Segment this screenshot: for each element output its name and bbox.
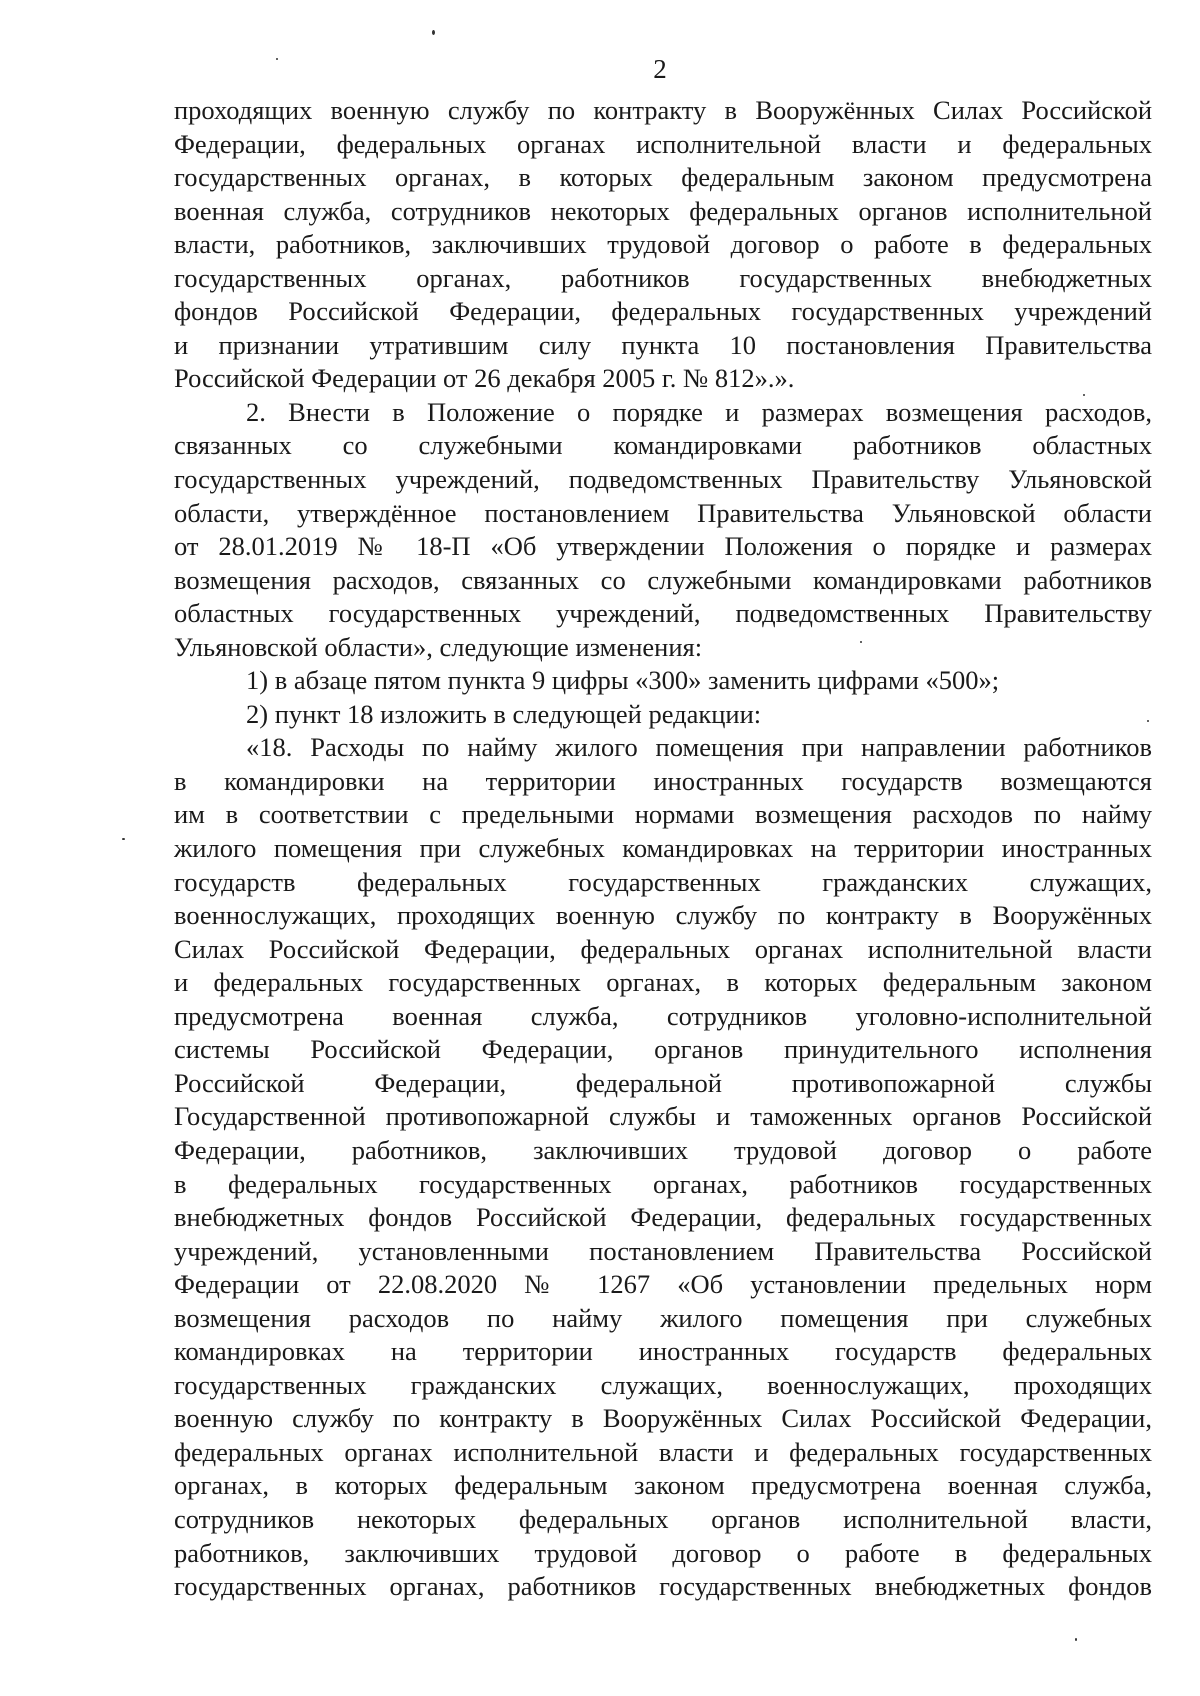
text-line: фондов Российской Федерации, федеральных государственных учреждений bbox=[174, 296, 1152, 327]
text-line: возмещения расходов, связанных со служебными командировками работников bbox=[174, 564, 1152, 595]
text-line: связанных со служебными командировками работников областных bbox=[174, 430, 1152, 461]
text-line: военную службу по контракту в Вооружённых Силах Российской Федерации, bbox=[174, 1403, 1152, 1434]
text-line: органах, в которых федеральным законом предусмотрена военная служба, bbox=[174, 1470, 1152, 1501]
text-line: внебюджетных фондов Российской Федерации, федеральных государственных bbox=[174, 1202, 1152, 1233]
text-line: Федерации, федеральных органах исполнительной власти и федеральных bbox=[174, 128, 1152, 159]
text-line: в командировки на территории иностранных государств возмещаются bbox=[174, 765, 1152, 796]
text-line: жилого помещения при служебных командировках на территории иностранных bbox=[174, 833, 1152, 864]
text-line: федеральных органах исполнительной власти и федеральных государственных bbox=[174, 1436, 1152, 1467]
text-line: и федеральных государственных органах, в которых федеральным законом bbox=[174, 967, 1152, 998]
text-line: работников, заключивших трудовой договор о работе в федеральных bbox=[174, 1537, 1152, 1568]
text-line: Федерации от 22.08.2020 № 1267 «Об установлении предельных норм bbox=[174, 1269, 1152, 1300]
text-line: системы Российской Федерации, органов принудительного исполнения bbox=[174, 1034, 1152, 1065]
text-line: Российской Федерации, федеральной противопожарной службы bbox=[174, 1067, 1152, 1098]
scan-speck bbox=[1147, 720, 1149, 722]
text-line: военная служба, сотрудников некоторых федеральных органов исполнительной bbox=[174, 195, 1152, 226]
page-number: 2 bbox=[653, 54, 667, 84]
scan-speck bbox=[1075, 1638, 1077, 1641]
text-line: 2) пункт 18 изложить в следующей редакции: bbox=[246, 698, 762, 729]
text-line: государственных учреждений, подведомственных Правительству Ульяновской bbox=[174, 464, 1152, 495]
text-line: возмещения расходов по найму жилого помещения при служебных bbox=[174, 1302, 1152, 1333]
text-line: военнослужащих, проходящих военную службу по контракту в Вооружённых bbox=[174, 900, 1152, 931]
document-body bbox=[174, 94, 1152, 1604]
text-line: Ульяновской области», следующие изменения: bbox=[174, 631, 703, 662]
text-line: государств федеральных государственных гражданских служащих, bbox=[174, 866, 1152, 897]
text-line: государственных органах, в которых федеральным законом предусмотрена bbox=[174, 162, 1152, 193]
scan-speck bbox=[432, 30, 435, 35]
text-line: предусмотрена военная служба, сотрудников уголовно-исполнительной bbox=[174, 1000, 1152, 1031]
text-line: проходящих военную службу по контракту в Вооружённых Силах Российской bbox=[174, 95, 1152, 125]
text-line: сотрудников некоторых федеральных органов исполнительной власти, bbox=[174, 1503, 1152, 1534]
text-line: им в соответствии с предельными нормами возмещения расходов по найму bbox=[174, 799, 1152, 830]
text-line: государственных гражданских служащих, военнослужащих, проходящих bbox=[174, 1369, 1152, 1400]
text-line: учреждений, установленными постановлением Правительства Российской bbox=[174, 1235, 1152, 1266]
text-line: Силах Российской Федерации, федеральных органах исполнительной власти bbox=[174, 933, 1152, 964]
text-line: государственных органах, работников государственных внебюджетных bbox=[174, 262, 1152, 293]
text-line: государственных органах, работников государственных внебюджетных фондов bbox=[174, 1571, 1152, 1602]
text-line: 2. Внести в Положение о порядке и размерах возмещения расходов, bbox=[246, 396, 1152, 427]
text-line: области, утверждённое постановлением Правительства Ульяновской области bbox=[174, 497, 1152, 528]
text-line: Государственной противопожарной службы и таможенных органов Российской bbox=[174, 1101, 1152, 1132]
text-line: власти, работников, заключивших трудовой договор о работе в федеральных bbox=[174, 229, 1152, 260]
text-line: Российской Федерации от 26 декабря 2005 г. № 812».». bbox=[174, 363, 795, 394]
text-line: областных государственных учреждений, подведомственных Правительству bbox=[174, 598, 1152, 629]
text-line: Федерации, работников, заключивших трудовой договор о работе bbox=[174, 1134, 1152, 1165]
text-line: в федеральных государственных органах, работников государственных bbox=[174, 1168, 1152, 1199]
scan-speck bbox=[860, 641, 862, 643]
scan-speck bbox=[276, 58, 278, 60]
scan-speck bbox=[122, 838, 125, 840]
text-line: от 28.01.2019 № 18-П «Об утверждении Положения о порядке и размерах bbox=[174, 531, 1152, 562]
text-line: и признании утратившим силу пункта 10 постановления Правительства bbox=[174, 329, 1152, 360]
text-line: 1) в абзаце пятом пункта 9 цифры «300» заменить цифрами «500»; bbox=[246, 665, 1000, 696]
scan-speck bbox=[1083, 394, 1085, 396]
text-line: командировках на территории иностранных государств федеральных bbox=[174, 1336, 1152, 1367]
text-line: «18. Расходы по найму жилого помещения при направлении работников bbox=[246, 732, 1152, 763]
